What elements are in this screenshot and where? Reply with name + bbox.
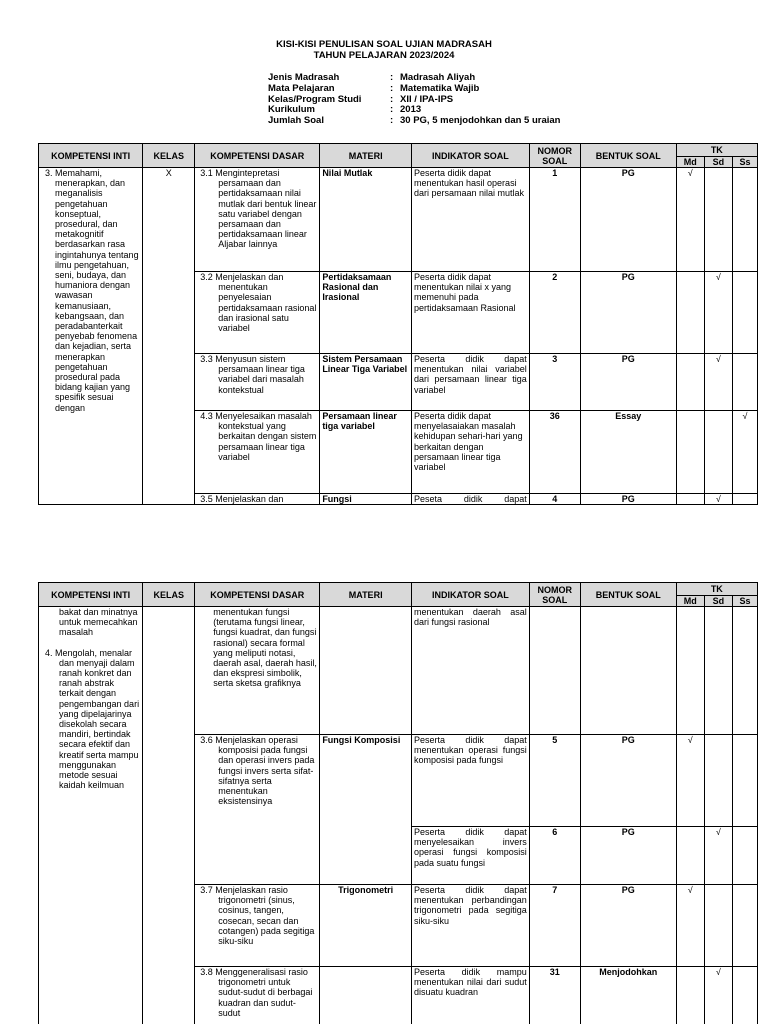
meta-value: Matematika Wajib <box>400 82 480 94</box>
meta-label: Mata Pelajaran <box>268 82 335 94</box>
kompetensi-inti-cell: 3. Memahami, menerapkan, dan meganalisis pengetahuan konseptual, prosedural, dan metakognitif berdasarkan rasa ingintahunya tentang ilmu pengetahuan, seni, budaya, dan humaniora dengan wawasan kemanusiaan, kebangsaan, dan peradabanterkait penyebab fenomena dan kejadian, serta menerapkan pengetahuan prosedural pada bidang kajian yang spesifik sesuai dengan <box>39 168 143 505</box>
materi-cell <box>320 607 412 735</box>
meta-value: Madrasah Aliyah <box>400 72 476 83</box>
header-ss: Ss <box>732 157 757 168</box>
nomor-cell: 36 <box>529 411 580 494</box>
tk-ss-cell <box>732 272 757 354</box>
tk-sd-cell <box>704 411 732 494</box>
header-md: Md <box>676 157 704 168</box>
title-line-2: TAHUN PELAJARAN 2023/2024 <box>313 50 455 61</box>
meta-label: Jumlah Soal <box>268 115 324 127</box>
header-md: Md <box>676 596 704 607</box>
tk-ss-check: √ <box>732 411 757 494</box>
document-title <box>0 39 768 61</box>
meta-value: 2013 <box>400 104 422 116</box>
header-tk: TK <box>676 144 757 157</box>
meta-colon: : <box>390 82 394 94</box>
bentuk-cell: PG <box>580 272 676 354</box>
header-row <box>39 144 758 157</box>
header-sd: Sd <box>704 596 732 607</box>
indikator-cell: Peserta didik dapat menyelesaikan invers operasi fungsi komposisi pada suatu fungsi <box>412 827 530 885</box>
indikator-cell: Peserta didik dapat menyelasaiakan masalah kehidupan sehari-hari yang berkaitan dengan persamaan linear tiga variabel <box>412 411 530 494</box>
materi-cell: Fungsi Komposisi <box>320 735 412 885</box>
nomor-cell: 2 <box>529 272 580 354</box>
kd-cell: 3.3 Menyusun sistem persamaan linear tiga variabel dari masalah kontekstual <box>195 354 320 411</box>
meta-colon: : <box>390 115 394 127</box>
tk-sd-check: √ <box>704 967 732 1024</box>
header-nomor-soal: NOMOR SOAL <box>529 144 580 168</box>
tk-md-check: √ <box>676 885 704 967</box>
header-kelas: KELAS <box>143 144 195 168</box>
meta-label: Jenis Madrasah <box>268 72 340 83</box>
tk-sd-check: √ <box>704 494 732 505</box>
tk-ss-cell <box>732 607 757 735</box>
tk-sd-check: √ <box>704 272 732 354</box>
bentuk-cell: PG <box>580 827 676 885</box>
kd-cell: 3.8 Menggeneralisasi rasio trigonometri untuk sudut-sudut di berbagai kuadran dan sudut-sudut <box>195 967 320 1024</box>
meta-colon: : <box>390 72 394 83</box>
tk-sd-cell <box>704 607 732 735</box>
header-sd: Sd <box>704 157 732 168</box>
nomor-cell <box>529 607 580 735</box>
bentuk-cell: PG <box>580 354 676 411</box>
nomor-cell: 1 <box>529 168 580 272</box>
kisi-table-2 <box>38 582 758 1024</box>
header-row <box>39 583 758 596</box>
header-kelas: KELAS <box>143 583 195 607</box>
header-indikator: INDIKATOR SOAL <box>412 583 530 607</box>
tk-ss-cell <box>732 827 757 885</box>
nomor-cell: 5 <box>529 735 580 827</box>
nomor-cell: 7 <box>529 885 580 967</box>
header-materi: MATERI <box>320 144 412 168</box>
indikator-cell: menentukan daerah asal dari fungsi rasional <box>412 607 530 735</box>
nomor-cell: 3 <box>529 354 580 411</box>
materi-cell: Persamaan linear tiga variabel <box>320 411 412 494</box>
tk-md-check: √ <box>676 168 704 272</box>
kompetensi-inti-cell: bakat dan minatnya untuk memecahkan masalah 4. Mengolah, menalar dan menyaji dalam ranah konkret dan ranah abstrak terkait dengan pengembangan dari yang dipelajarinya disekolah secara mandiri, bertindak secara efektif dan kreatif serta mampu menggunakan metode sesuai kaidah keilmuan <box>39 607 143 1024</box>
indikator-cell: Peseta didik dapat <box>412 494 530 505</box>
header-tk: TK <box>676 583 757 596</box>
bentuk-cell: PG <box>580 494 676 505</box>
materi-cell: Sistem Persamaan Linear Tiga Variabel <box>320 354 412 411</box>
tk-md-cell <box>676 827 704 885</box>
tk-sd-cell <box>704 735 732 827</box>
header-bentuk-soal: BENTUK SOAL <box>580 583 676 607</box>
tk-ss-cell <box>732 168 757 272</box>
header-materi: MATERI <box>320 583 412 607</box>
tk-ss-cell <box>732 494 757 505</box>
meta-value: 30 PG, 5 menjodohkan dan 5 uraian <box>400 115 561 127</box>
tk-md-cell <box>676 411 704 494</box>
materi-cell: Fungsi <box>320 494 412 505</box>
kd-cell: 3.2 Menjelaskan dan menentukan penyelesaian pertidaksamaan rasional dan irasional satu variabel <box>195 272 320 354</box>
header-nomor-soal: NOMOR SOAL <box>529 583 580 607</box>
header-indikator: INDIKATOR SOAL <box>412 144 530 168</box>
header-kompetensi-dasar: KOMPETENSI DASAR <box>195 583 320 607</box>
bentuk-cell: PG <box>580 885 676 967</box>
title-line-1: KISI-KISI PENULISAN SOAL UJIAN MADRASAH <box>276 39 492 50</box>
tk-ss-cell <box>732 885 757 967</box>
materi-cell: Trigonometri <box>320 885 412 967</box>
tk-md-cell <box>676 272 704 354</box>
tk-sd-check: √ <box>704 354 732 411</box>
bentuk-cell: Essay <box>580 411 676 494</box>
indikator-cell: Peserta didik dapat menentukan nilai x yang memenuhi pada pertidaksamaan Rasional <box>412 272 530 354</box>
meta-row-mapel <box>268 84 561 95</box>
tk-ss-cell <box>732 967 757 1024</box>
header-ss: Ss <box>732 596 757 607</box>
bentuk-cell: Menjodohkan <box>580 967 676 1024</box>
tk-ss-cell <box>732 354 757 411</box>
tk-md-cell <box>676 967 704 1024</box>
meta-row-jumlah <box>268 116 561 127</box>
bentuk-cell: PG <box>580 168 676 272</box>
tk-md-cell <box>676 354 704 411</box>
indikator-cell: Peserta didik mampu menentukan nilai dari sudut disuatu kuadran <box>412 967 530 1024</box>
indikator-cell: Peserta didik dapat menentukan perbandingan trigonometri pada segitiga siku-siku <box>412 885 530 967</box>
tk-sd-cell <box>704 885 732 967</box>
header-bentuk-soal: BENTUK SOAL <box>580 144 676 168</box>
kd-cell: 3.7 Menjelaskan rasio trigonometri (sinus, cosinus, tangen, cosecan, secan dan cotangen) pada segitiga siku-siku <box>195 885 320 967</box>
tk-md-check: √ <box>676 735 704 827</box>
document-meta <box>268 73 561 127</box>
kd-cell: 3.5 Menjelaskan dan <box>195 494 320 505</box>
header-kompetensi-dasar: KOMPETENSI DASAR <box>195 144 320 168</box>
kd-cell: 3.1 Mengintepretasi persamaan dan pertidaksamaan nilai mutlak dari bentuk linear satu variabel dengan persamaan dan pertidaksamaan linear Aljabar lainnya <box>195 168 320 272</box>
kisi-table-1 <box>38 143 758 505</box>
table-row <box>39 168 758 272</box>
tk-sd-cell <box>704 168 732 272</box>
meta-colon: : <box>390 93 394 105</box>
tk-md-cell <box>676 494 704 505</box>
materi-cell: Pertidaksamaan Rasional dan Irasional <box>320 272 412 354</box>
tk-md-cell <box>676 607 704 735</box>
tk-ss-cell <box>732 735 757 827</box>
meta-label: Kurikulum <box>268 104 315 116</box>
indikator-cell: Peserta didik dapat menentukan nilai variabel dari persamaan linear tiga variabel <box>412 354 530 411</box>
table-row <box>39 607 758 735</box>
meta-label: Kelas/Program Studi <box>268 93 362 105</box>
header-kompetensi-inti: KOMPETENSI INTI <box>39 583 143 607</box>
bentuk-cell: PG <box>580 735 676 827</box>
bentuk-cell <box>580 607 676 735</box>
kd-cell: 3.6 Menjelaskan operasi komposisi pada fungsi dan operasi invers pada fungsi invers serta sifat-sifatnya serta menentukan eksistensinya <box>195 735 320 885</box>
header-kompetensi-inti: KOMPETENSI INTI <box>39 144 143 168</box>
nomor-cell: 31 <box>529 967 580 1024</box>
meta-value: XII / IPA-IPS <box>400 93 454 105</box>
materi-cell: Nilai Mutlak <box>320 168 412 272</box>
indikator-cell: Peserta didik dapat menentukan hasil operasi dari persamaan nilai mutlak <box>412 168 530 272</box>
indikator-cell: Peserta didik dapat menentukan operasi fungsi komposisi pada fungsi <box>412 735 530 827</box>
tk-sd-check: √ <box>704 827 732 885</box>
kelas-cell <box>143 607 195 1024</box>
meta-colon: : <box>390 104 394 116</box>
nomor-cell: 6 <box>529 827 580 885</box>
kd-cell: 4.3 Menyelesaikan masalah kontekstual yang berkaitan dengan sistem persamaan linear tiga variabel <box>195 411 320 494</box>
kelas-cell: X <box>143 168 195 505</box>
kd-cell: menentukan fungsi (terutama fungsi linear, fungsi kuadrat, dan fungsi rasional) secara formal yang meliputi notasi, daerah asal, daerah hasil, dan ekspresi simbolik, serta sketsa grafiknya <box>195 607 320 735</box>
nomor-cell: 4 <box>529 494 580 505</box>
materi-cell <box>320 967 412 1024</box>
